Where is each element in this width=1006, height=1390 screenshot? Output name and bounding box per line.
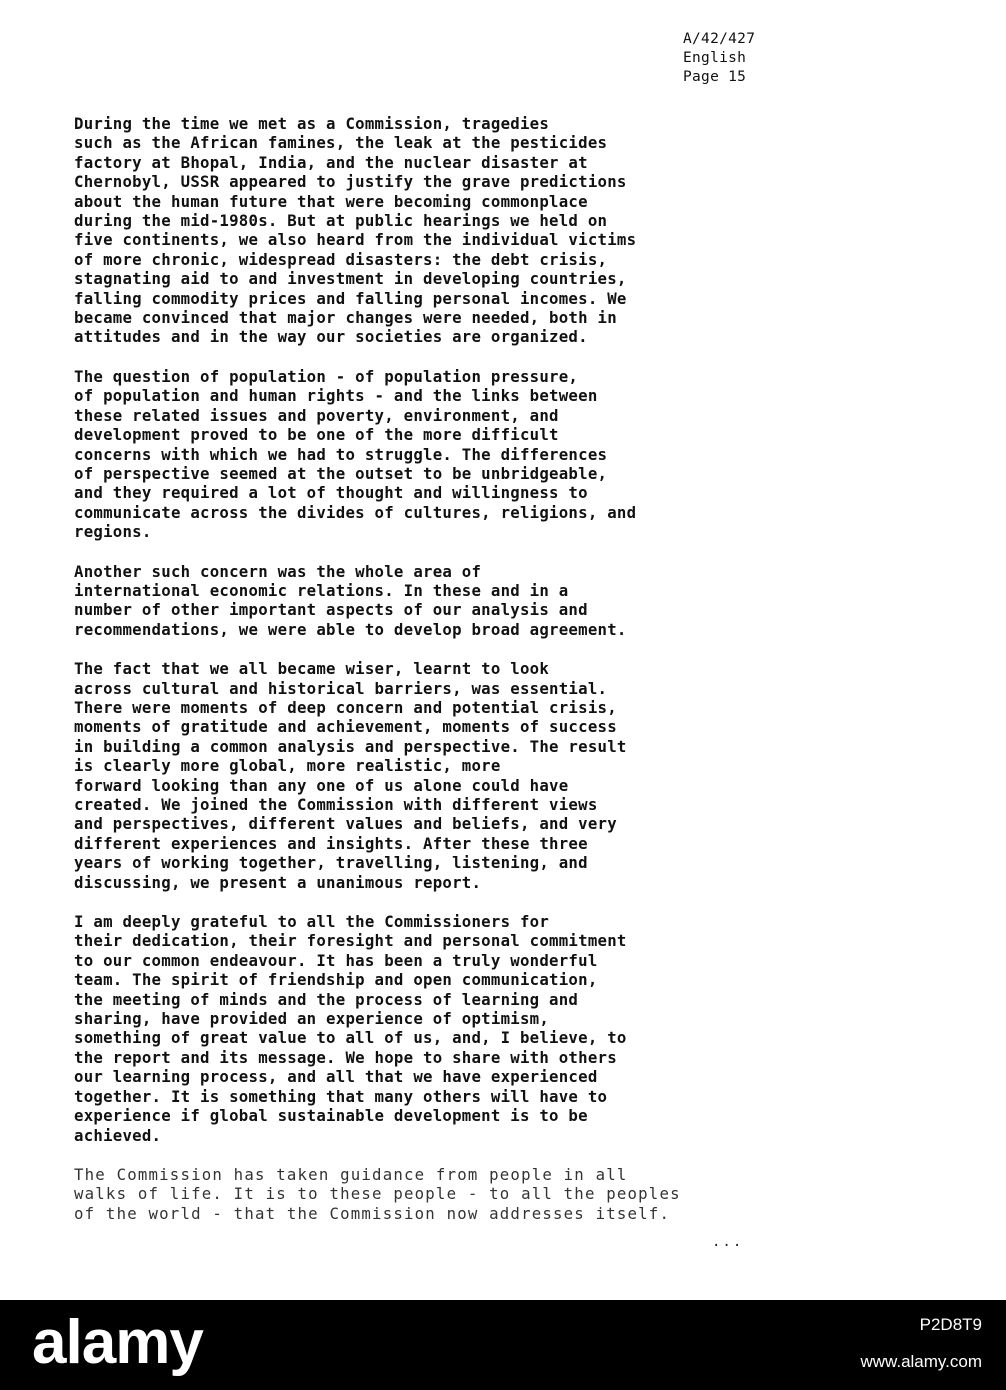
document-header: [683, 30, 755, 87]
paragraph-1: During the time we met as a Commission, tragedies such as the African famines, the leak at the pesticides factory at Bhopal, India, and the nuclear disaster at Chernobyl, USSR appeared to justify the grave predictions about the human future that were becoming commonplace during the mid-1980s. But at public hearings we held on five continents, we also heard from the individual victims of more chronic, widespread disasters: the debt crisis, stagnating aid to and investment in developing countries, falling commodity prices and falling personal incomes. We became convinced that major changes were needed, both in attitudes and in the way our societies are organized.: [74, 114, 637, 347]
paragraph-4: The fact that we all became wiser, learnt to look across cultural and historical barriers, was essential. There were moments of deep concern and potential crisis, moments of gratitude and achievement, moments of success in building a common analysis and perspective. The result is clearly more global, more realistic, more forward looking than any one of us alone could have created. We joined the Commission with different views and perspectives, different values and beliefs, and very different experiences and insights. After these three years of working together, travelling, listening, and discussing, we present a unanimous report.: [74, 659, 627, 892]
paragraph-3: Another such concern was the whole area of international economic relations. In these and in a number of other important aspects of our analysis and recommendations, we were able to develop broad agreement.: [74, 561, 627, 639]
watermark-url: www.alamy.com: [860, 1352, 982, 1371]
paragraph-6: The Commission has taken guidance from people in all walks of life. It is to these people - to all the peoples of the world - that the Commission now addresses itself.: [74, 1164, 681, 1223]
document-body: [74, 114, 774, 1243]
page-number: Page 15: [683, 69, 747, 85]
watermark-logo: alamy: [32, 1308, 203, 1377]
image-id: P2D8T9: [919, 1315, 982, 1334]
paragraph-2: The question of population - of population pressure, of population and human rights - and the links between these related issues and poverty, environment, and development proved to be one of the more difficult concerns with which we had to struggle. The differences of perspective seemed at the outset to be unbridgeable, and they required a lot of thought and willingness to communicate across the divides of cultures, religions, and regions.: [74, 366, 637, 542]
document-language: English: [683, 50, 747, 66]
document-symbol: A/42/427: [683, 31, 756, 47]
paragraph-5: I am deeply grateful to all the Commissioners for their dedication, their foresight and personal commitment to our common endeavour. It has been a truly wonderful team. The spirit of friendship and open communication, the meeting of minds and the process of learning and sharing, have provided an experience of optimism, something of great value to all of us, and, I believe, to the report and its message. We hope to share with others our learning process, and all that we have experienced together. It is something that many others will have to experience if global sustainable development is to be achieved.: [74, 912, 627, 1145]
continuation-marker: ...: [712, 1234, 744, 1250]
